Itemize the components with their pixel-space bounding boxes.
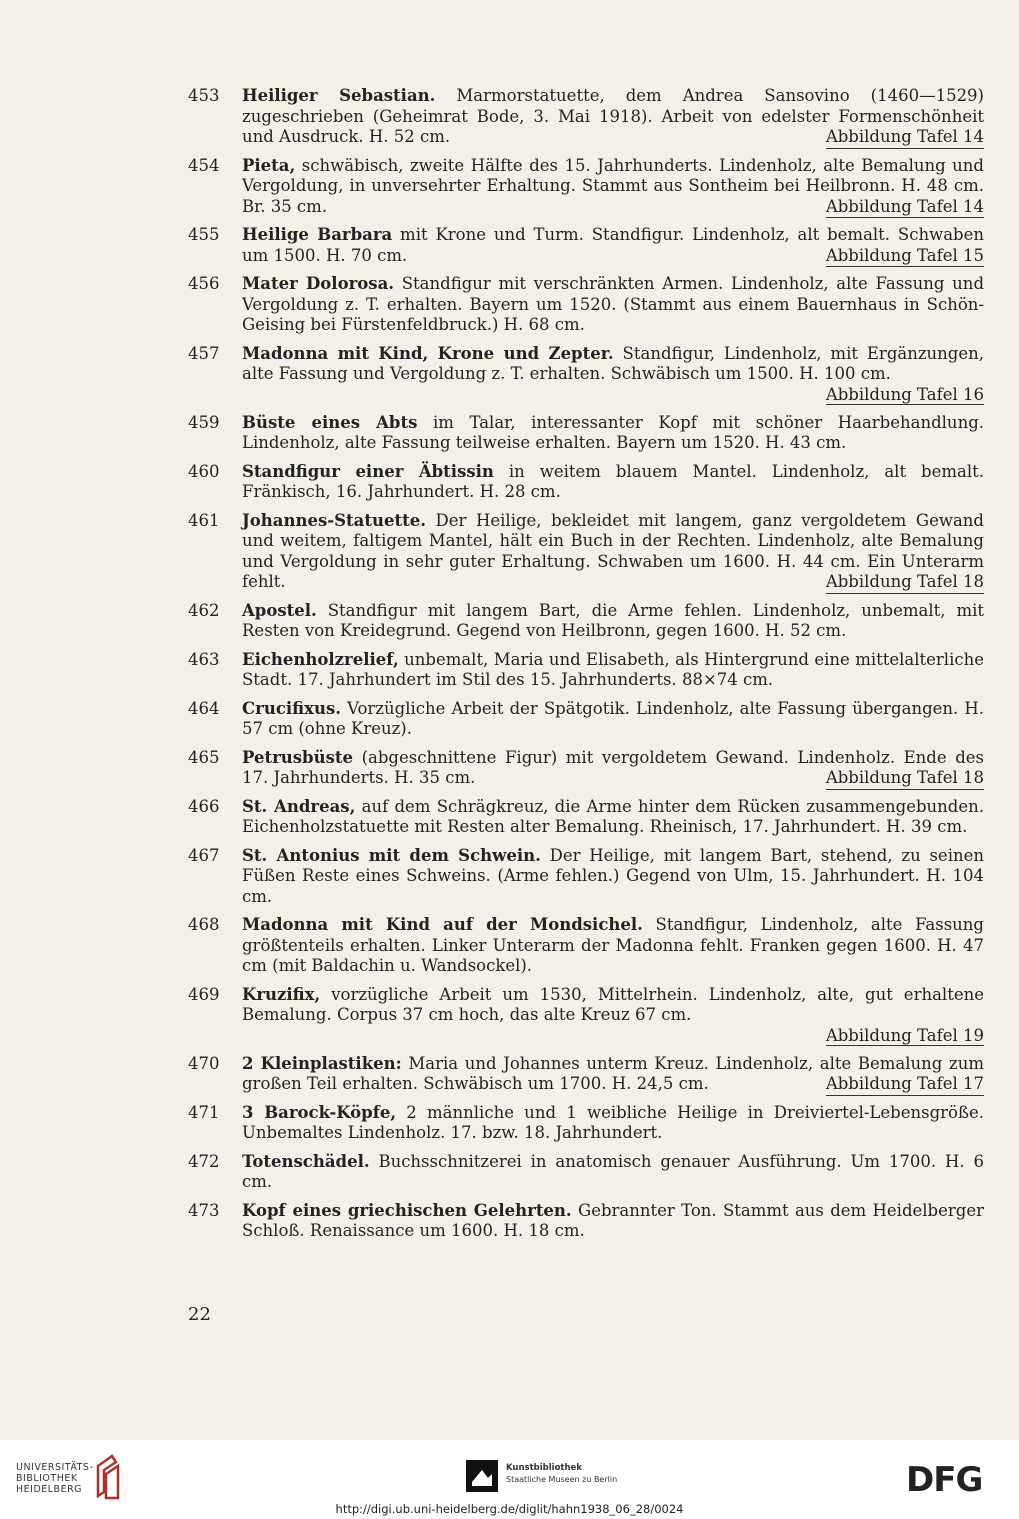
entry-title: Madonna mit Kind, Krone und Zepter. <box>242 343 614 363</box>
plate-reference: Abbildung Tafel 18 <box>826 768 984 790</box>
catalog-entry <box>188 1152 984 1193</box>
catalog-entry <box>188 86 984 148</box>
entry-number: 453 <box>188 86 220 105</box>
entry-description: Standfigur, Lindenholz, mit Ergänzungen, alte Fassung und Vergoldung z. T. erhalten. Schwäbisch um 1500. H. 100 cm. <box>242 343 984 383</box>
plate-reference: Abbildung Tafel 14 <box>826 127 984 149</box>
entry-text <box>242 1201 984 1242</box>
entry-number: 456 <box>188 274 220 293</box>
entry-number: 467 <box>188 845 220 865</box>
catalog-entry <box>188 797 984 838</box>
entry-number: 469 <box>188 984 220 1004</box>
entry-description: 2 männliche und 1 weibliche Heilige in Dreiviertel-Lebensgröße. Unbemaltes Lindenholz. 17. bzw. 18. Jahrhundert. <box>242 1102 984 1142</box>
entry-text <box>242 1152 984 1193</box>
entry-description: unbemalt, Maria und Elisabeth, als Hintergrund eine mittelalterliche Stadt. 17. Jahrhundert im Stil des 15. Jahrhunderts. 88×74 cm. <box>242 649 984 689</box>
entry-title: Kruzifix, <box>242 984 321 1004</box>
entry-number: 455 <box>188 225 220 244</box>
entry-description: Standfigur mit langem Bart, die Arme fehlen. Lindenholz, unbemalt, mit Resten von Kreidegrund. Gegend von Heilbronn, gegen 1600. H. 52 cm. <box>242 600 984 640</box>
plate-reference: Abbildung Tafel 16 <box>825 384 984 404</box>
entry-title: 2 Kleinplastiken: <box>242 1053 402 1073</box>
plate-reference: Abbildung Tafel 14 <box>826 197 984 219</box>
catalog-entry <box>188 748 984 789</box>
entry-number: 470 <box>188 1053 220 1073</box>
entry-text <box>242 225 984 266</box>
catalog-entry <box>188 344 984 405</box>
ub-heidelberg-logo <box>90 1452 124 1500</box>
catalog-entry <box>188 225 984 266</box>
entry-description: mit Krone und Turm. Standfigur. Lindenholz, alt bemalt. Schwaben um 1500. H. 70 cm. <box>242 225 984 265</box>
entry-description: in weitem blauem Mantel. Lindenholz, alt bemalt. Fränkisch, 16. Jahrhundert. H. 28 cm. <box>242 461 984 501</box>
entry-description: schwäbisch, zweite Hälfte des 15. Jahrhunderts. Lindenholz, alte Bemalung und Vergoldung, in unversehrter Erhaltung. Stammt aus Sontheim bei Heilbronn. H. 48 cm. Br. 35 cm. <box>242 155 984 216</box>
page-number: 22 <box>188 1304 211 1325</box>
entry-title: Kopf eines griechischen Gelehrten. <box>242 1200 572 1220</box>
entry-description: Der Heilige, bekleidet mit langem, ganz vergoldetem Gewand und weitem, faltigem Mantel, hält ein Buch in der Rechten. Lindenholz, alte Bemalung und Vergoldung in sehr guter Erhaltung. Schwaben um 1600. H. 44 cm. Ein Unterarm fehlt. <box>242 510 984 591</box>
entry-description: auf dem Schrägkreuz, die Arme hinter dem Rücken zusammengebunden. Eichenholzstatuette mit Resten alter Bemalung. Rheinisch, 17. Jahrhundert. H. 39 cm. <box>242 796 985 836</box>
catalog-entry <box>188 1054 984 1095</box>
entry-text <box>242 748 984 789</box>
catalog-entry <box>188 699 984 740</box>
entry-number: 461 <box>188 510 220 530</box>
entry-title: Johannes-Statuette. <box>242 510 426 530</box>
entry-number: 460 <box>188 461 220 481</box>
ub-line: HEIDELBERG <box>16 1484 83 1495</box>
catalog-entry <box>188 1201 984 1242</box>
entry-number: 463 <box>188 649 220 669</box>
entry-number: 457 <box>188 343 220 363</box>
source-url[interactable]: http://digi.ub.uni-heidelberg.de/diglit/hahn1938_06_28/0024 <box>335 1502 684 1516</box>
catalog-entry <box>188 274 984 336</box>
entry-number: 464 <box>188 698 220 718</box>
ub-heidelberg-label <box>16 1462 93 1495</box>
entry-title: Totenschädel. <box>242 1151 370 1171</box>
entry-description: (abgeschnittene Figur) mit vergoldetem Gewand. Lindenholz. Ende des 17. Jahrhunderts. H. 35 cm. <box>242 747 984 787</box>
entry-number: 459 <box>188 412 220 432</box>
entry-description: Standfigur, Lindenholz, alte Fassung größtenteils erhalten. Linker Unterarm der Madonna fehlt. Franken gegen 1600. H. 47 cm (mit Baldachin u. Wandsockel). <box>242 915 984 975</box>
entry-description: Der Heilige, mit langem Bart, stehend, zu seinen Füßen Reste eines Schweins. (Arme fehlen.) Gegend von Ulm, 15. Jahrhundert. H. 104 cm. <box>242 845 984 906</box>
kunstbibliothek-logo <box>466 1460 498 1492</box>
entry-text <box>242 86 984 148</box>
catalog-entry <box>188 413 984 454</box>
entry-number: 454 <box>188 155 220 175</box>
entry-description: Buchsschnitzerei in anatomisch genauer Ausführung. Um 1700. H. 6 cm. <box>242 1151 984 1191</box>
entry-number: 472 <box>188 1151 220 1171</box>
entry-title: Mater Dolorosa. <box>242 274 395 293</box>
entry-text <box>242 511 984 593</box>
plate-reference: Abbildung Tafel 17 <box>826 1074 984 1096</box>
dfg-logo: DFG <box>906 1460 983 1500</box>
entry-text <box>242 985 984 1026</box>
entry-description: vorzügliche Arbeit um 1530, Mittelrhein. Lindenholz, alte, gut erhaltene Bemalung. Corpus 37 cm hoch, das alte Kreuz 67 cm. <box>242 984 984 1024</box>
entry-text <box>242 156 984 218</box>
entry-title: Standfigur einer Äbtissin <box>242 461 494 481</box>
entry-description: Standfigur mit verschränkten Armen. Lindenholz, alte Fassung und Vergoldung z. T. erhalten. Bayern um 1520. (Stammt aus einem Bauernhaus in Schön-Geising bei Fürstenfeldbruck.) H. 68 cm. <box>242 274 985 334</box>
entry-text <box>242 601 984 642</box>
entry-text <box>242 650 984 691</box>
entry-text <box>242 462 984 503</box>
entry-title: Pieta, <box>242 155 296 175</box>
entry-number: 462 <box>188 600 220 620</box>
entry-text <box>242 915 984 977</box>
footer <box>0 1440 1019 1519</box>
entry-title: Heiliger Sebastian. <box>242 86 436 105</box>
catalog-entries <box>188 86 984 1250</box>
ub-line: UNIVERSITÄTS- <box>16 1462 94 1473</box>
entry-number: 471 <box>188 1102 220 1122</box>
ub-line: BIBLIOTHEK <box>16 1473 78 1484</box>
plate-reference: Abbildung Tafel 15 <box>826 246 984 268</box>
catalog-entry <box>188 462 984 503</box>
entry-description: Vorzügliche Arbeit der Spätgotik. Lindenholz, alte Fassung übergangen. H. 57 cm (ohne Kreuz). <box>242 698 984 738</box>
entry-description: Gebrannter Ton. Stammt aus dem Heidelberger Schloß. Renaissance um 1600. H. 18 cm. <box>242 1200 984 1240</box>
catalog-entry <box>188 601 984 642</box>
catalog-entry <box>188 511 984 593</box>
catalog-entry <box>188 846 984 908</box>
kb-subtitle: Staatliche Museen zu Berlin <box>506 1475 618 1484</box>
plate-reference: Abbildung Tafel 19 <box>825 1025 984 1045</box>
kunstbibliothek-label <box>506 1462 617 1485</box>
entry-title: Petrusbüste <box>242 747 354 767</box>
catalog-entry <box>188 650 984 691</box>
entry-description: Maria und Johannes unterm Kreuz. Lindenholz, alte Bemalung zum großen Teil erhalten. Schwäbisch um 1700. H. 24,5 cm. <box>242 1053 984 1093</box>
catalog-entry <box>188 1103 984 1144</box>
catalog-entry <box>188 915 984 977</box>
entry-title: Crucifixus. <box>242 698 341 718</box>
entry-number: 466 <box>188 796 220 816</box>
entry-title: St. Andreas, <box>242 796 356 816</box>
entry-text <box>242 1054 984 1095</box>
entry-text <box>242 274 984 336</box>
entry-title: Apostel. <box>242 600 317 620</box>
entry-text <box>242 699 984 740</box>
entry-number: 473 <box>188 1200 220 1220</box>
entry-number: 468 <box>188 915 220 934</box>
kb-title: Kunstbibliothek <box>506 1463 582 1473</box>
entry-title: Eichenholzrelief, <box>242 649 399 669</box>
entry-text <box>242 846 984 908</box>
entry-description: im Talar, interessanter Kopf mit schöner Haarbehandlung. Lindenholz, alte Fassung teilweise erhalten. Bayern um 1520. H. 43 cm. <box>242 412 984 452</box>
entry-text <box>242 413 984 454</box>
entry-title: 3 Barock-Köpfe, <box>242 1102 397 1122</box>
entry-text <box>242 797 984 838</box>
entry-description: Marmorstatuette, dem Andrea Sansovino (1460—1529) zugeschrieben (Geheimrat Bode, 3. Mai 1918). Arbeit von edelster Formenschönheit und Ausdruck. H. 52 cm. <box>242 86 984 146</box>
catalog-entry <box>188 985 984 1046</box>
entry-text <box>242 1103 984 1144</box>
entry-title: Heilige Barbara <box>242 225 393 244</box>
entry-text <box>242 344 984 385</box>
entry-title: Büste eines Abts <box>242 412 418 432</box>
entry-title: St. Antonius mit dem Schwein. <box>242 845 541 865</box>
entry-number: 465 <box>188 747 220 767</box>
plate-reference: Abbildung Tafel 18 <box>826 572 984 594</box>
entry-title: Madonna mit Kind auf der Mondsichel. <box>242 915 643 934</box>
catalog-entry <box>188 156 984 218</box>
